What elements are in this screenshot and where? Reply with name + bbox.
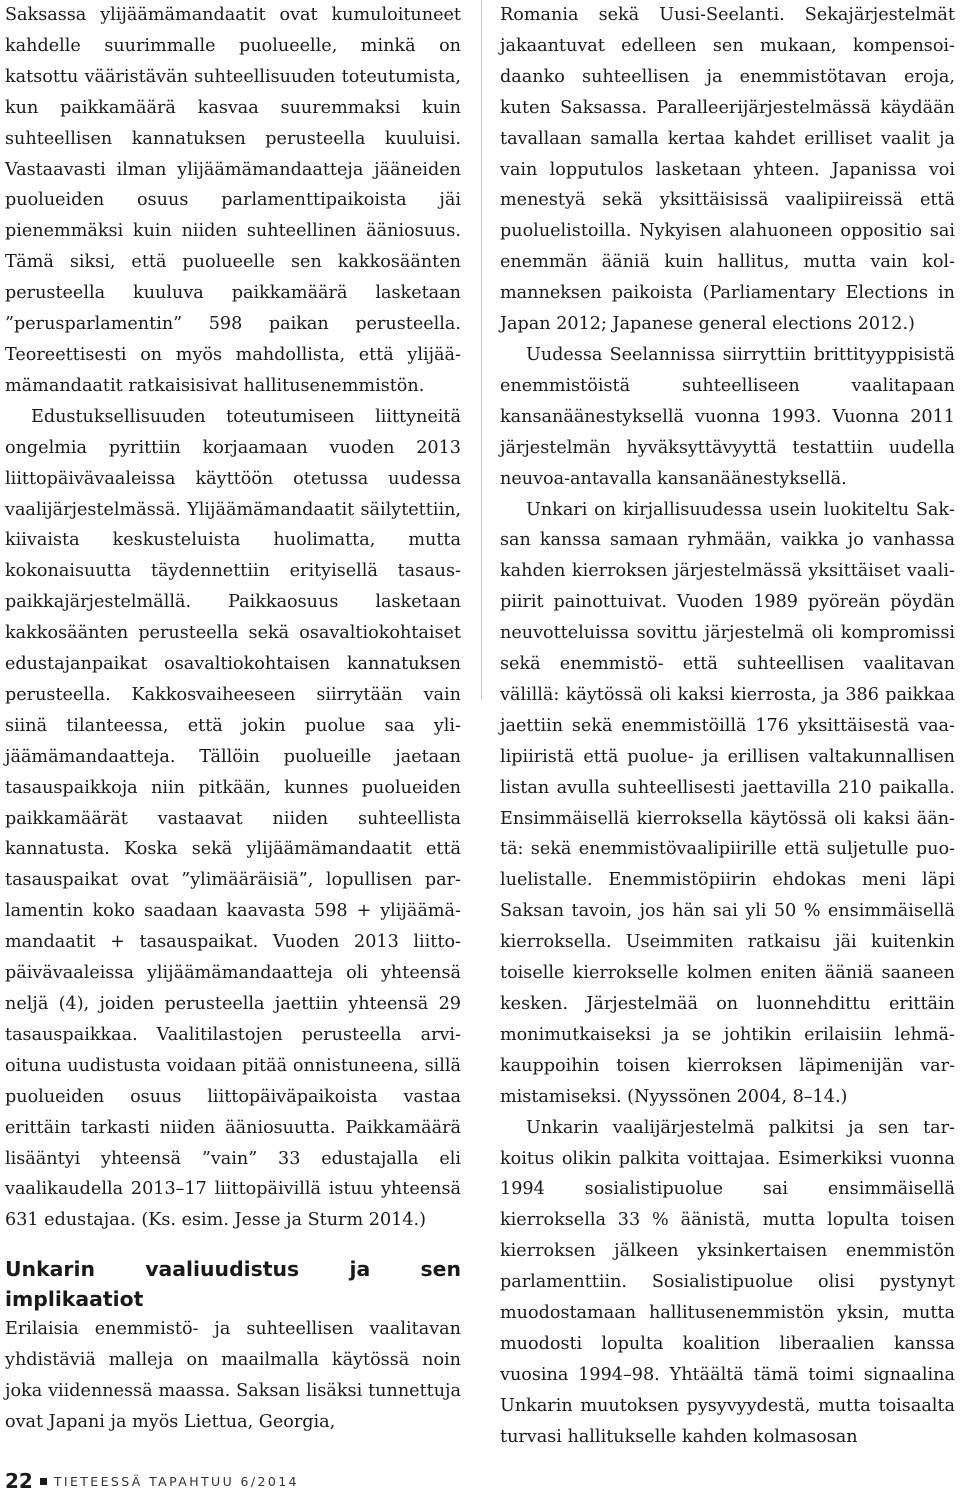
- paragraph: Unkari on kirjallisuudessa usein luokiteltu Saksan kanssa samaan ryhmään, vaikka jo vanhassa kahden kierroksen järjestelmässä yksittäiset vaalipiirit painottuivat. Vuoden 1989 pyöreän pöydän neuvotteluissa sovittu järjestelmä oli kompromissi sekä enemmistö- että suhteellisen vaalitavan välillä: käytössä oli kaksi kierrosta, ja 386 paikkaa jaettiin sekä enemmistöillä 176 yksittäisestä vaalipiiristä että puolue- ja erillisen valtakunnallisen listan avulla suhteellisesti jaettavilla 210 paikalla. Ensimmäisellä kierroksella käytössä oli kaksi ääntä: sekä enemmistövaalipiirille että suljetulle puoluelistalle. Enemmistöpiirin ehdokas meni läpi Saksan tavoin, jos hän sai yli 50 % ensimmäisellä kierroksella. Useimmiten ratkaisu jäi kuitenkin toiselle kierrokselle kolmen eniten ääniä saaneen kesken. Järjestelmää on luonnehdittu erittäin monimutkaiseksi ja se johtikin erilaisiin lehmäkauppoihin toisen kierroksen läpimenijän varmistamiseksi. (Nyyssönen 2004, 8–14.): [500, 499, 955, 1107]
- column-divider: [481, 0, 482, 700]
- publication-name: TIETEESSÄ TAPAHTUU 6/2014: [53, 1473, 299, 1489]
- section-heading: Unkarin vaaliuudistus ja sen implikaatiot: [5, 1257, 461, 1312]
- page-footer: [5, 1469, 299, 1493]
- paragraph: Romania sekä Uusi-Seelanti. Sekajärjestelmät jakaantuvat edelleen sen mukaan, kompensoidaanko suhteellisen ja enemmistötavan eroja, kuten Saksassa. Paralleerijärjestelmässä käydään tavallaan samalla kertaa kahdet erilliset vaalit ja vain lopputulos lasketaan yhteen. Japanissa voi menestyä sekä yksittäisissä vaalipiireissä että puoluelistoilla. Nykyisen alahuoneen oppositio sai enemmän ääniä kuin hallitus, mutta vain kolmanneksen paikoista (Parliamentary Elections in Japan 2012; Japanese general elections 2012.): [500, 5, 955, 335]
- paragraph: Unkarin vaalijärjestelmä palkitsi ja sen tarkoitus olikin palkita voittajaa. Esimerkiksi vuonna 1994 sosialistipuolue sai ensimmäisellä kierroksella 33 % äänistä, mutta lopulta toisen kierroksen jälkeen yksinkertaisen enemmistön parlamenttiin. Sosialistipuolue olisi pystynyt muodostamaan hallitusenemmistön yksin, mutta muodosti lopulta koalition liberaalien kanssa vuosina 1994–98. Yhtäältä tämä toimi signaalina Unkarin muutoksen pysyvyydestä, mutta toisaalta turvasi hallitukselle kahden kolmasosan: [500, 1117, 955, 1447]
- paragraph: Uudessa Seelannissa siirryttiin brittityyppisistä enemmistöistä suhteelliseen vaalitapaan kansanäänestyksellä vuonna 1993. Vuonna 2011 järjestelmän hyväksyttävyyttä testattiin uudella neuvoa-antavalla kansanäänestyksellä.: [500, 344, 955, 489]
- square-bullet-icon: [40, 1478, 47, 1485]
- paragraph: Saksassa ylijäämämandaatit ovat kumuloituneet kahdelle suurimmalle puolueelle, minkä on katsottu vääristävän suhteellisuuden toteutumista, kun paikkamäärä kasvaa suuremmaksi kuin suhteellisen kannatuksen perusteella kuuluisi. Vastaavasti ilman ylijäämämandaatteja jääneiden puolueiden osuus parlamenttipaikoista jäi pienemmäksi kuin niiden suhteellinen ääniosuus. Tämä siksi, että puolueelle sen kakkosäänten perusteella kuuluva paikkamäärä lasketaan ”perusparlamentin” 598 paikan perusteella. Teoreettisesti on myös mahdollista, että ylijäämämandaatit ratkaisisivat hallitusenemmistön.: [5, 5, 461, 396]
- paragraph: Erilaisia enemmistö- ja suhteellisen vaalitavan yhdistäviä malleja on maailmalla käytössä noin joka viidennessä maassa. Saksan lisäksi tunnettuja ovat Japani ja myös Liettua, Georgia,: [5, 1319, 461, 1432]
- page-number: 22: [5, 1469, 33, 1493]
- paragraph: Edustuksellisuuden toteutumiseen liittyneitä ongelmia pyrittiin korjaamaan vuoden 2013 liittopäivävaaleissa käyttöön otetussa uudessa vaalijärjestelmässä. Ylijäämämandaatit säilytettiin, kiivaista keskusteluista huolimatta, mutta kokonaisuutta täydennettiin erityisellä tasauspaikkajärjestelmällä. Paikkaosuus lasketaan kakkosäänten perusteella sekä osavaltiokohtaiset edustajanpaikat osavaltiokohtaisen kannatuksen perusteella. Kakkosvaiheeseen siirrytään vain siinä tilanteessa, että jokin puolue saa ylijäämämandaatteja. Tällöin puolueille jaetaan tasauspaikkoja niin pitkään, kunnes puolueiden paikkamäärät vastaavat niiden suhteellista kannatusta. Koska sekä ylijäämämandaatit että tasauspaikat ovat ”ylimääräisiä”, lopullisen parlamentin koko saadaan kaavasta 598 + ylijäämämandaatit + tasauspaikat. Vuoden 2013 liittopäivävaaleissa ylijäämämandaatteja oli yhteensä neljä (4), joiden perusteella jaettiin yhteensä 29 tasauspaikkaa. Vaalitilastojen perusteella arvioituna uudistusta voidaan pitää onnistuneena, sillä puolueiden osuus liittopäiväpaikoista vastaa erittäin tarkasti niiden ääniosuutta. Paikkamäärä lisääntyi yhteensä ”vain” 33 edustajalla eli vaalikaudella 2013–17 liittopäivillä istuu yhteensä 631 edustajaa. (Ks. esim. Jesse ja Sturm 2014.): [5, 406, 461, 1231]
- right-column: [500, 0, 955, 1453]
- left-column: [5, 0, 461, 1438]
